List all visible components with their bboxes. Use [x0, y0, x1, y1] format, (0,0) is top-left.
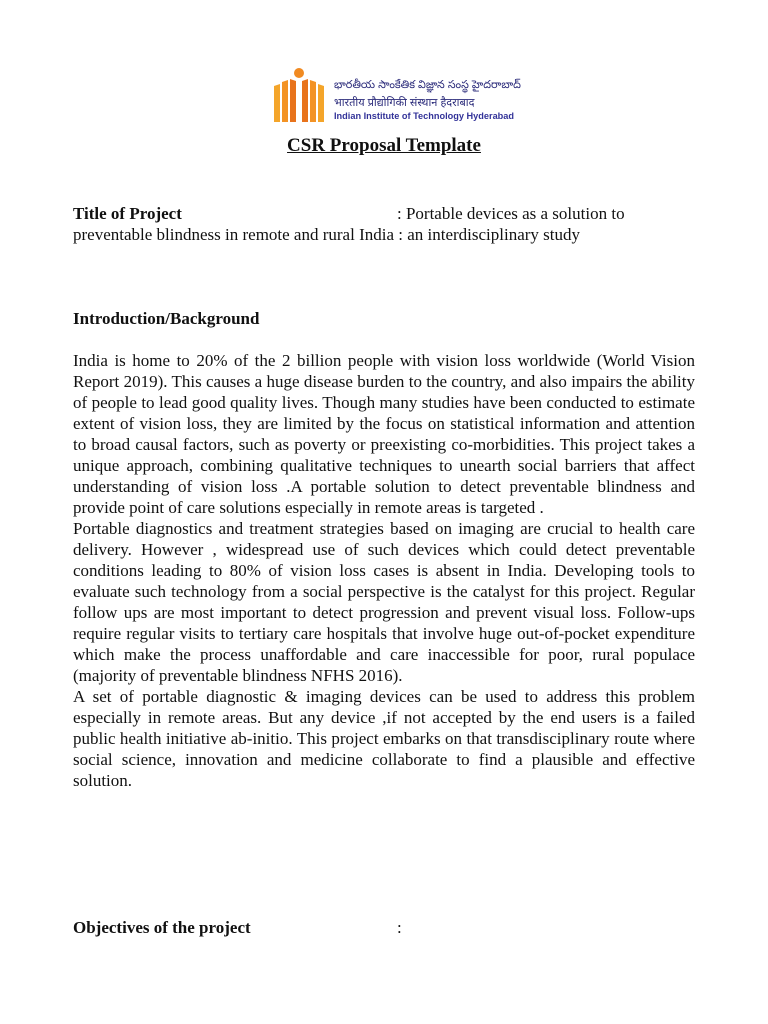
title-of-project-label: Title of Project — [73, 204, 182, 223]
introduction-heading: Introduction/Background — [73, 309, 260, 328]
title-of-project-value-line1: : Portable devices as a solution to — [397, 204, 625, 223]
logo-text-hindi: भारतीय प्रौद्योगिकी संस्थान हैदराबाद — [334, 97, 475, 109]
introduction-paragraph: A set of portable diagnostic & imaging devices can be used to address this problem especially in remote areas. But any device ,if not accepted by the end users is a failed public health initiative ab-initio. This project embarks on that transdisciplinary route where social science, innovation and medicine collaborate to find a plausible and effective solution. — [73, 687, 695, 790]
iith-logo — [272, 66, 521, 126]
title-of-project-row — [73, 203, 695, 245]
logo-text-english: Indian Institute of Technology Hyderabad — [334, 111, 515, 121]
title-of-project-value-line2: preventable blindness in remote and rural India : an interdisciplinary study — [73, 225, 581, 244]
objectives-colon: : — [397, 918, 402, 937]
objectives-row — [73, 917, 695, 938]
objectives-label: Objectives of the project — [73, 918, 251, 937]
introduction-body — [73, 350, 695, 791]
logo-text-telugu: భారతీయ సాంకేతిక విజ్ఞాన సంస్థ హైదరాబాద్ — [334, 79, 521, 91]
introduction-paragraph: Portable diagnostics and treatment strategies based on imaging are crucial to health care delivery. However , widespread use of such devices which could detect preventable conditions leading to 80% of vision loss cases is absent in India. Developing tools to evaluate such technology from a social perspective is the catalyst for this project. Regular follow ups are most important to detect progression and prevent visual loss. Follow-ups require regular visits to tertiary care hospitals that involve huge out-of-pocket expenditure which make the process unaffordable and care inaccessible for poor, rural populace (majority of preventable blindness NFHS 2016). — [73, 519, 695, 685]
document-title: CSR Proposal Template — [287, 135, 481, 156]
introduction-paragraph: India is home to 20% of the 2 billion people with vision loss worldwide (World Vision Report 2019). This causes a huge disease burden to the country, and also impairs the ability of people to lead good quality lives. Though many studies have been conducted to estimate extent of vision loss, they are limited by the focus on statistical information and attention to broad causal factors, such as poverty or preexisting co-morbidities. This project takes a unique approach, combining qualitative techniques to unearth social barriers that affect understanding of vision loss .A portable solution to detect preventable blindness and provide point of care solutions especially in remote areas is targeted . — [73, 351, 695, 517]
iith-logo-mark-icon — [272, 66, 336, 126]
